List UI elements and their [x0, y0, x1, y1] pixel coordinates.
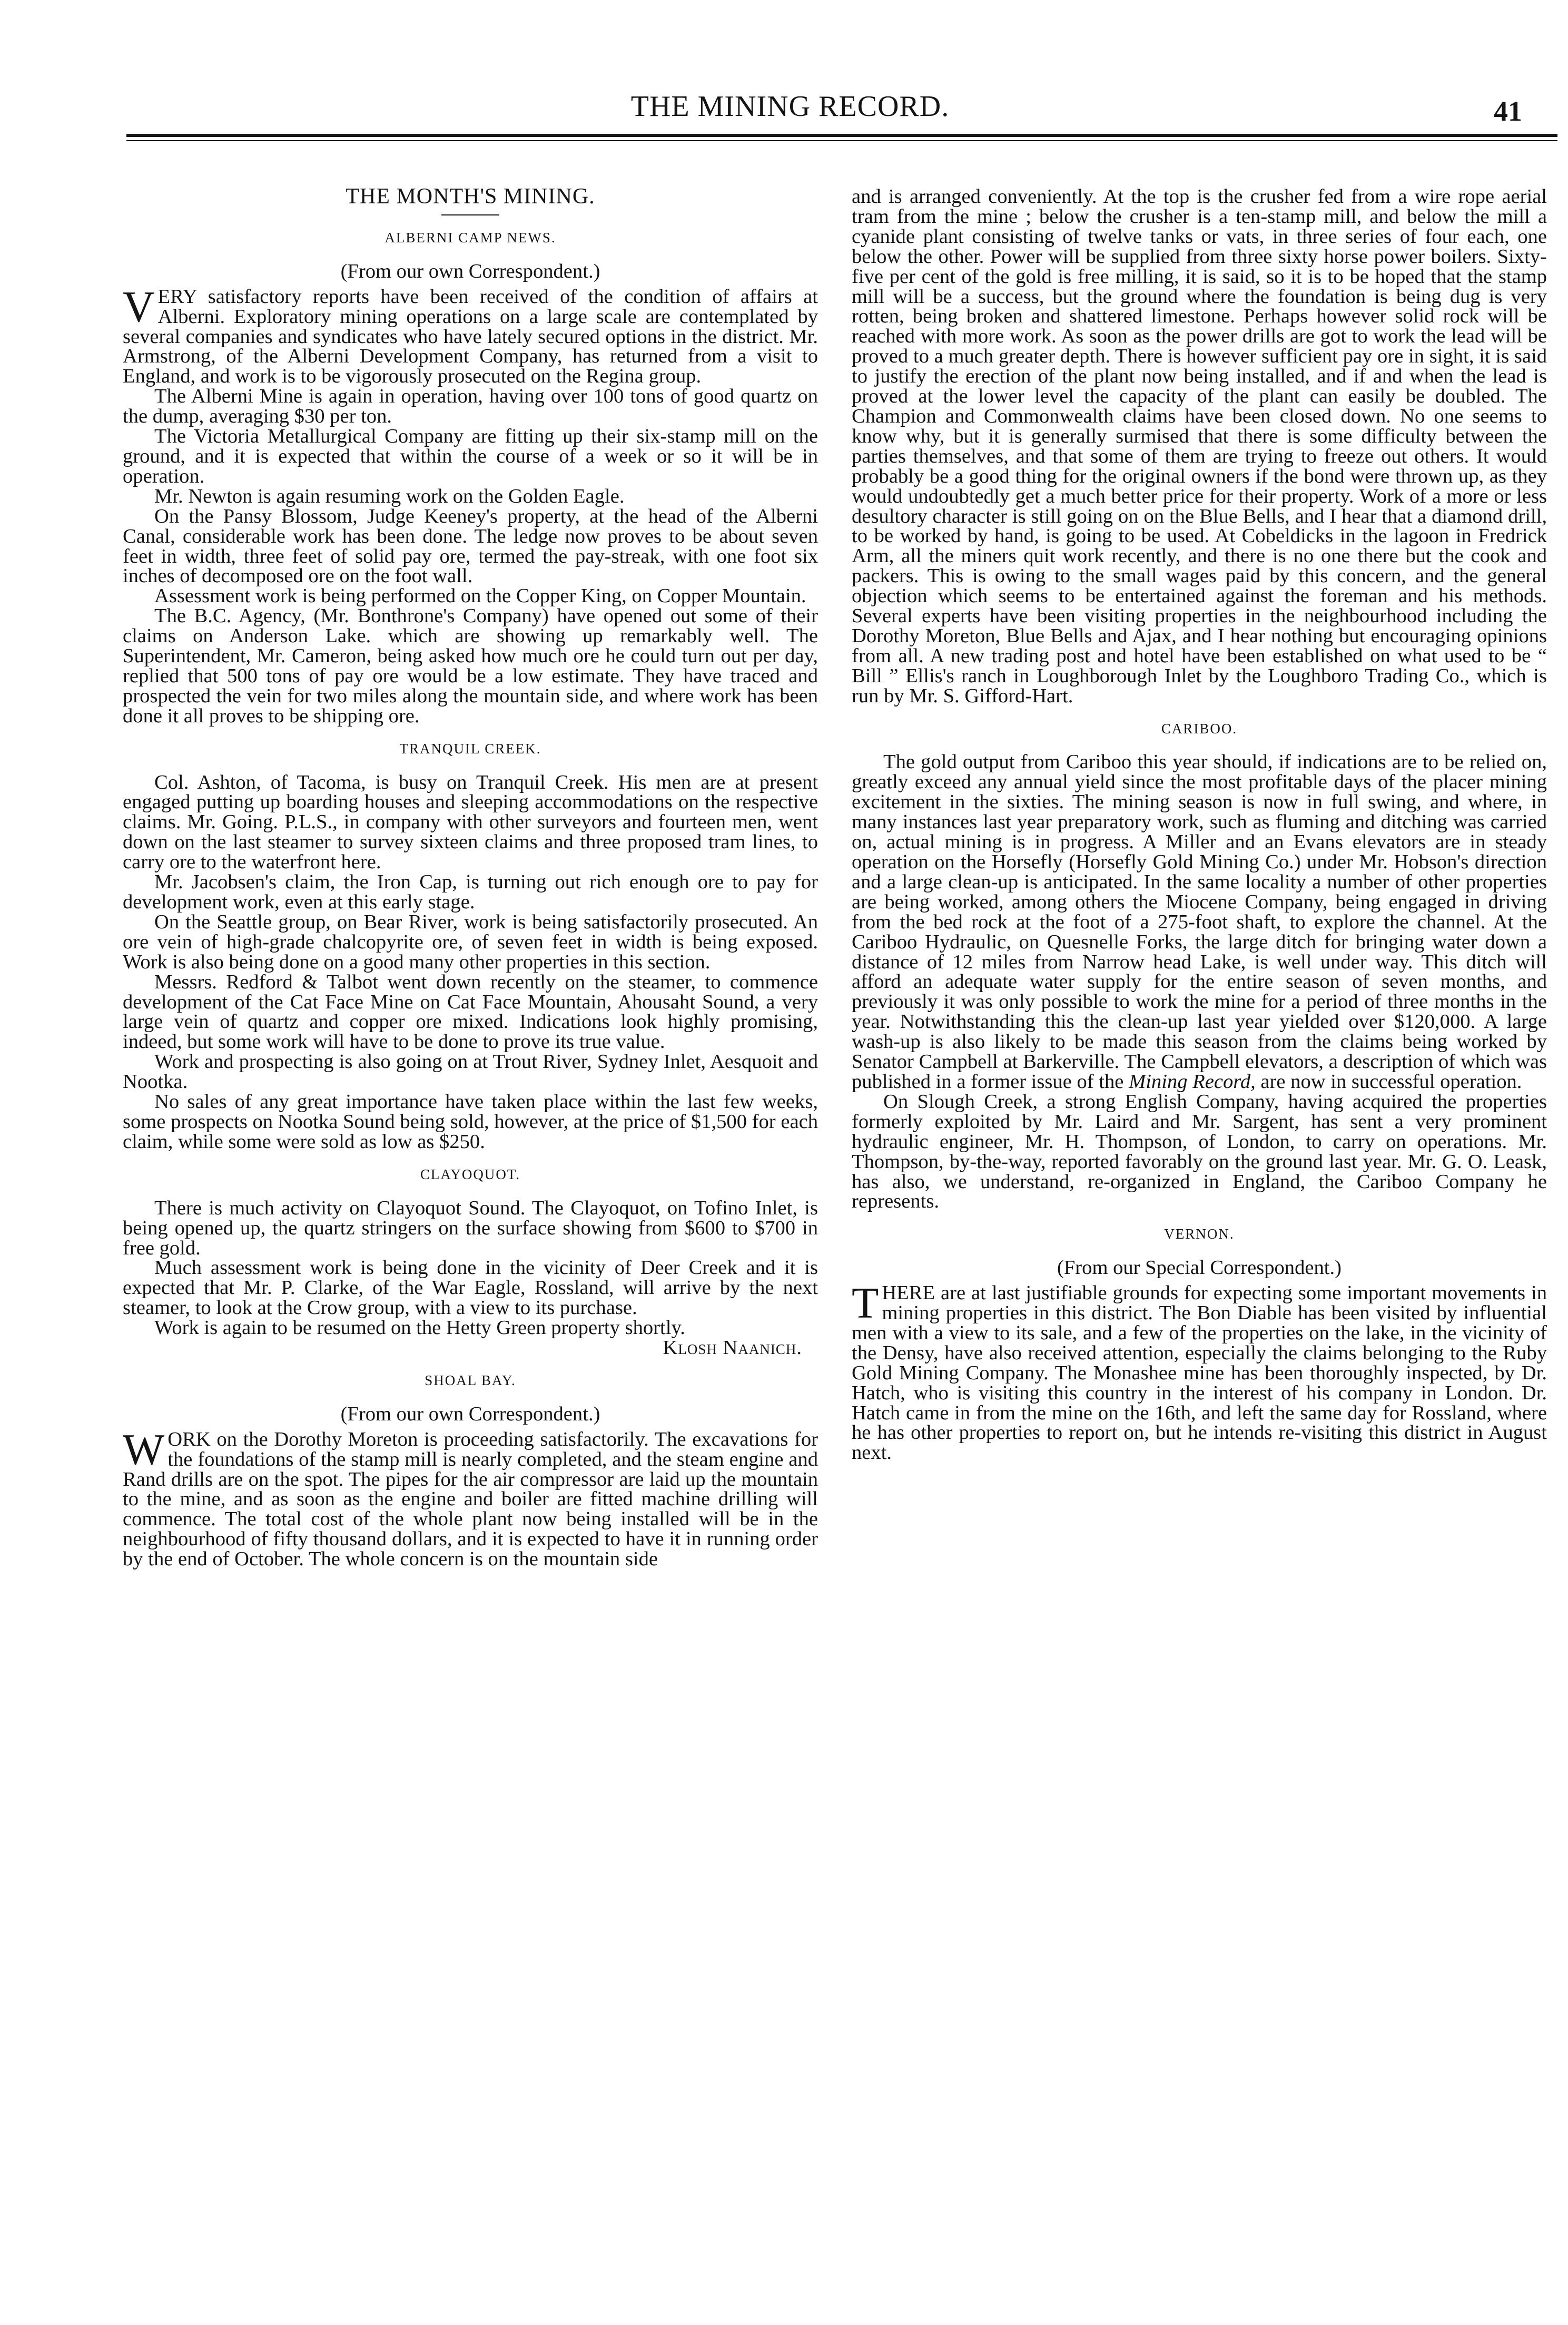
paragraph: The Alberni Mine is again in operation, having over 100 tons of good quartz on the dump, averaging $30 per ton.	[123, 385, 818, 428]
paragraph: Assessment work is being performed on the Copper King, on Copper Mountain.	[154, 585, 806, 607]
paragraph-text: Work is again to be resumed on the Hetty Green property shortly.	[154, 1317, 685, 1339]
paragraph-text: are now in successful operation.	[1260, 1070, 1522, 1093]
author-signoff: Klosh Naanich.	[663, 1337, 802, 1359]
header-rule-thick	[126, 134, 1557, 137]
paragraph	[852, 1279, 1547, 1464]
paragraph: and is arranged conveniently. At the top is the crusher fed from a wire rope aerial tram from the mine ; below the crusher is a ten-stamp mill, and below the mill a cyanide plant consisting of twelve tanks or vats, in three series of four each, one below the other. Power will be supplied from three sixty horse power boilers. Sixty-five per cent of the gold is free milling, it is said, so it is to be hoped that the stamp mill will be a success, but the ground where the foundation is being dug is very rotten, being broken and shattered limestone. Perhaps however solid rock will be reached with more work. As soon as the power drills are got to work the lead will be proved to a much greater depth. There is however sufficient pay ore in sight, it is said to justify the erection of the plant now being installed, and if and when the lead is proved at the lower level the capacity of the plant can easily be doubled. The Champion and Commonwealth claims have been closed down. No one seems to know why, but it is generally surmised that there is some difficulty between the parties themselves, and that some of them are trying to freeze out others. It would probably be a good thing for the original owners if the bond were thrown up, as they would undoubtedly get a much better price for their property. Work of a more or less desultory character is still going on on the Blue Bells, and I hear that a diamond drill, to be worked by hand, is going to be used. At Cobeldicks in the lagoon in Fredrick Arm, all the miners quit work recently, and there is no one there but the cook and packers. This is owing to the small wages paid by this concern, and the general objection which seems to be entertained against the foreman and his methods. Several experts have been visiting properties in the neighbourhood including the Dorothy Moreton, Blue Bells and Ajax, and I hear nothing but encouraging opinions from all. A new trading post and hotel have been established on what used to be “ Bill ” Ellis's ranch in Loughborough Inlet by the Loughboro Trading Co., which is run by Mr. S. Gifford-Hart.	[852, 187, 1547, 707]
section-heading-vernon: VERNON.	[1164, 1226, 1235, 1242]
paragraph: On the Pansy Blossom, Judge Keeney's property, at the head of the Alberni Canal, considerable work has been done. The ledge now proves to be about seven feet in width, three feet of solid pay ore, termed the pay-streak, with one foot six inches of decomposed ore on the foot wall.	[123, 505, 818, 587]
right-column	[852, 187, 1547, 2294]
paragraph: On the Seattle group, on Bear River, work is being satisfactorily prosecuted. An ore vein of high-grade chalcopyrite ore, of seven feet in width is being exposed. Work is also being done on a good many other properties in this section.	[123, 910, 818, 973]
left-column	[123, 187, 818, 2294]
paragraph	[123, 1317, 818, 1359]
paragraph-text: HERE are at last justifiable grounds for expecting some important movements in mining properties in this district. The Bon Diable has been visited by influential men with a view to its sale, and a few of the properties on the lake, in the vicinity of the Densy, have also received attention, especially the claims belonging to the Ruby Gold Mining Company. The Monashee mine has been thoroughly inspected, by Dr. Hatch, who is visiting this country in the interest of his company in London. Dr. Hatch came in from the mine on the 16th, and left the same day for Rossland, where he has other properties to report on, but he intends re-visiting this district in August next.	[852, 1282, 1547, 1464]
drop-cap: W	[123, 1425, 165, 1474]
correspondent-line: (From our Special Correspondent.)	[1057, 1257, 1342, 1279]
section-heading-alberni: ALBERNI CAMP NEWS.	[384, 229, 556, 246]
paragraph: Mr. Jacobsen's claim, the Iron Cap, is turning out rich enough ore to pay for development work, even at this early stage.	[123, 871, 818, 913]
paragraph	[123, 1425, 818, 1571]
paragraph: Much assessment work is being done in the vicinity of Deer Creek and it is expected that Mr. P. Clarke, of the War Eagle, Rossland, will arrive by the next steamer, to look at the Crow group, with a view to its purchase.	[123, 1257, 818, 1319]
paragraph: On Slough Creek, a strong English Company, having acquired the properties formerly exploited by Mr. Laird and Mr. Sargent, has sent a very prominent hydraulic engineer, Mr. H. Thompson, of London, to carry on operations. Mr. Thompson, by-the-way, reported favorably on the ground last year. Mr. G. O. Leask, has also, we understand, re-organized in England, the Cariboo Company he represents.	[852, 1090, 1547, 1213]
paragraph-text: The gold output from Cariboo this year should, if indications are to be relied on, greatly exceed any annual yield since the most profitable days of the placer mining excitement in the sixties. The mining season is now in full swing, and where, in many instances last year preparatory work, such as fluming and ditching was carried on, actual mining is in progress. A Miller and an Evans elevators are in steady operation on the Horsefly (Horsefly Gold Mining Co.) under Mr. Hobson's direction and a large clean-up is anticipated. In the same locality a number of other properties are being worked, among others the Miocene Company, being engaged in driving from the bed rock at the foot of a 275-foot shaft, to explore the channel. At the Cariboo Hydraulic, on Quesnelle Forks, the large ditch for bringing water down a distance of 12 miles from Narrow head Lake, is well under way. This ditch will afford an adequate water supply for the entire season of seven months, and previously it was only possible to work the mine for a period of three months in the year. Notwithstanding this the clean-up last year yielded over $120,000. A large wash-up is also likely to be made this season from the claims being worked by Senator Campbell at Barkerville. The Campbell elevators, a description of which was published in a former issue of the	[852, 751, 1547, 1093]
paragraph: No sales of any great importance have taken place within the last few weeks, some prospects on Nootka Sound being sold, however, at the price of $1,500 for each claim, while some were sold as low as $250.	[123, 1091, 818, 1153]
section-heading-cariboo: CARIBOO.	[1161, 720, 1238, 737]
masthead-title: THE MINING RECORD.	[630, 90, 950, 123]
paragraph: There is much activity on Clayoquot Sound. The Clayoquot, on Tofino Inlet, is being opened up, the quartz stringers on the surface showing from $600 to $700 in free gold.	[123, 1196, 818, 1259]
paragraph: The B.C. Agency, (Mr. Bonthrone's Company) have opened out some of their claims on Anderson Lake. which are showing up remarkably well. The Superintendent, Mr. Cameron, being asked how much ore he could turn out per day, replied that 500 tons of pay ore would be a low estimate. They have traced and prospected the vein for two miles along the mountain side, and where work has been done it all proves to be shipping ore.	[123, 605, 818, 727]
paragraph-text: ERY satisfactory reports have been received of the condition of affairs at Alberni. Exploratory mining operations on a large scale are contemplated by several companies and syndicates who have lately secured options in the district. Mr. Armstrong, of the Alberni Development Company, has returned from a visit to England, and work is to be vigorously prosecuted on the Regina group.	[123, 285, 818, 388]
paragraph: Messrs. Redford & Talbot went down recently on the steamer, to commence development of the Cat Face Mine on Cat Face Mountain, Ahousaht Sound, a very large vein of quartz and copper ore mixed. Indications look highly promising, indeed, but some work will have to be done to prove its true value.	[123, 970, 818, 1053]
drop-cap: T	[852, 1279, 879, 1328]
correspondent-line: (From our own Correspondent.)	[340, 260, 600, 282]
paragraph	[123, 282, 818, 388]
paragraph-text: ORK on the Dorothy Moreton is proceeding satisfactorily. The excavations for the foundations of the stamp mill is nearly completed, and the steam engine and Rand drills are on the spot. The pipes for the air compressor are laid up the mountain to the mine, and as soon as the engine and boiler are fitted machine drilling will commence. The total cost of the whole plant now being installed will be in the neighbourhood of fifty thousand dollars, and it is expected to have it in running order by the end of October. The whole concern is on the mountain side	[123, 1428, 818, 1571]
section-heading-shoal-bay: SHOAL BAY.	[425, 1372, 516, 1388]
section-heading-tranquil: TRANQUIL CREEK.	[399, 740, 541, 757]
paragraph	[852, 752, 1547, 1092]
page-number: 41	[1494, 95, 1522, 127]
paragraph: Mr. Newton is again resuming work on the Golden Eagle.	[154, 485, 625, 507]
title-divider	[441, 214, 499, 215]
drop-cap: V	[123, 282, 155, 331]
correspondent-line: (From our own Correspondent.)	[340, 1402, 600, 1425]
paragraph: Work and prospecting is also going on at Trout River, Sydney Inlet, Aesquoit and Nootka.	[123, 1051, 818, 1093]
section-heading-clayoquot: CLAYOQUOT.	[420, 1166, 521, 1182]
paragraph: Col. Ashton, of Tacoma, is busy on Tranquil Creek. His men are at present engaged putting up boarding houses and sleeping accommodations on the respective claims. Mr. Going. P.L.S., in company with other surveyors and fourteen men, went down on the last steamer to survey sixteen claims and three proposed tram lines, to carry ore to the waterfront here.	[123, 771, 818, 874]
publication-name: Mining Record,	[1129, 1070, 1256, 1093]
header-rule-thin	[126, 140, 1557, 141]
article-title: THE MONTH'S MINING.	[346, 187, 595, 209]
paragraph: The Victoria Metallurgical Company are fitting up their six-stamp mill on the ground, and it is expected that within the course of a week or so it will be in operation.	[123, 425, 818, 487]
